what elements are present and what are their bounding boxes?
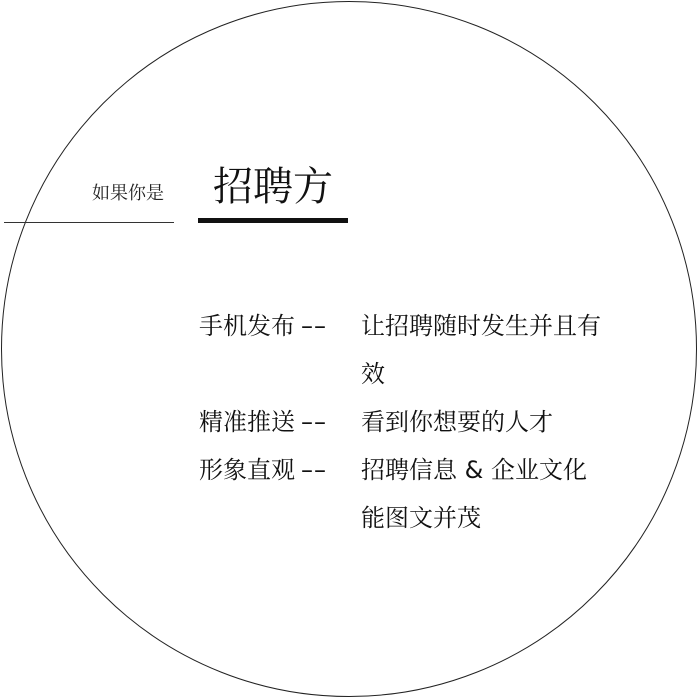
lead-line [4, 222, 174, 223]
feature-separator: –– [301, 408, 327, 436]
feature-separator: –– [301, 312, 327, 340]
feature-label: 精准推送 [199, 408, 295, 436]
feature-description: 让招聘随时发生并且有效 [361, 312, 601, 388]
feature-item [199, 398, 619, 446]
feature-separator: –– [301, 456, 327, 484]
role-prefix: 如果你是 [92, 183, 164, 204]
feature-item [199, 446, 619, 542]
page-title: 招聘方 [213, 164, 333, 210]
feature-item [199, 302, 619, 398]
feature-list [199, 302, 619, 542]
feature-label: 手机发布 [199, 312, 295, 340]
title-underline [198, 218, 348, 223]
feature-description: 看到你想要的人才 [361, 408, 553, 436]
feature-description: 招聘信息 & 企业文化能图文并茂 [361, 456, 587, 532]
feature-label: 形象直观 [199, 456, 295, 484]
